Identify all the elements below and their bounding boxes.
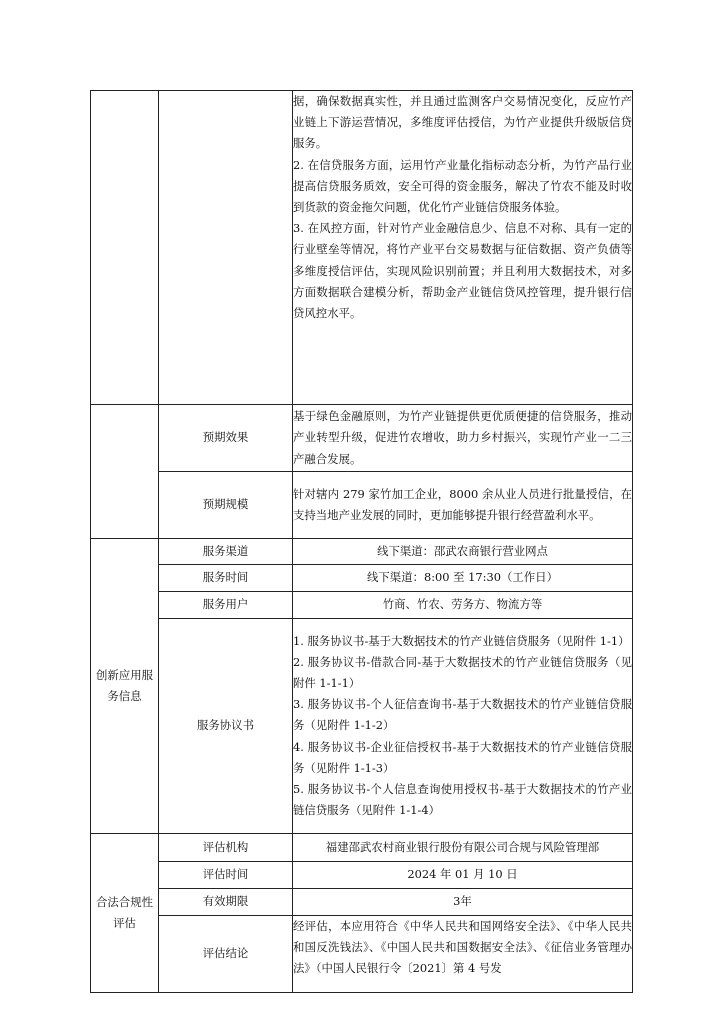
service-users-value: 竹商、竹农、劳务方、物流方等 xyxy=(293,592,633,619)
service-time-label: 服务时间 xyxy=(159,565,293,592)
agreement-item: 1. 服务协议书-基于大数据技术的竹产业链信贷服务（见附件 1-1） xyxy=(293,633,630,648)
expected-effect-label: 预期效果 xyxy=(159,405,293,472)
expected-scale-text: 针对辖内 279 家竹加工企业，8000 余从业人员进行批量授信，在支持当地产业发展的同时，更加能够提升银行经营盈利水平。 xyxy=(293,472,633,539)
empty-section-cell xyxy=(91,405,159,539)
conclusion-label: 评估结论 xyxy=(159,916,293,993)
eval-org-label: 评估机构 xyxy=(159,834,293,862)
main-table xyxy=(90,90,633,993)
service-info-section-label: 创新应用服务信息 xyxy=(91,539,159,834)
row-eval-date xyxy=(91,862,633,889)
row-expected-scale xyxy=(91,472,633,539)
paragraph-3: 3. 在风控方面，针对竹产业金融信息少、信息不对称、具有一定的行业壁垒等情况，将竹产业平台交易数据与征信数据、资产负债等多维度授信评估，实现风险识别前置；并且利用大数据技术，对多方面数据联合建模分析，帮助金产业链信贷风控管理，提升银行信贷风控水平。 xyxy=(293,221,632,321)
row-eval-org xyxy=(91,834,633,862)
validity-value: 3年 xyxy=(293,889,633,916)
eval-org-value: 福建邵武农村商业银行股份有限公司合规与风险管理部 xyxy=(293,834,633,862)
empty-section-cell xyxy=(91,91,159,405)
service-users-label: 服务用户 xyxy=(159,592,293,619)
conclusion-text: 经评估，本应用符合《中华人民共和国网络安全法》、《中华人民共和国反洗钱法》、《中国人民共和国数据安全法》、《征信业务管理办法》（中国人民银行令〔2021〕第 4 号发 xyxy=(293,916,633,993)
row-service-time xyxy=(91,565,633,592)
service-agreement-list xyxy=(293,619,633,834)
paragraph-1: 据，确保数据真实性，并且通过监测客户交易情况变化，反应竹产业链上下游运营情况，多维度评估授信，为竹产业提供升级版信贷服务。 xyxy=(293,94,632,151)
row-validity xyxy=(91,889,633,916)
row-service-users xyxy=(91,592,633,619)
service-time-value: 线下渠道：8:00 至 17:30（工作日） xyxy=(293,565,633,592)
eval-date-label: 评估时间 xyxy=(159,862,293,889)
service-channel-value: 线下渠道：邵武农商银行营业网点 xyxy=(293,539,633,565)
agreement-item: 2. 服务协议书-借款合同-基于大数据技术的竹产业链信贷服务（见附件 1-1-1） xyxy=(293,654,632,690)
row-implementation-details xyxy=(91,91,633,405)
row-service-agreement xyxy=(91,619,633,834)
eval-date-value: 2024 年 01 月 10 日 xyxy=(293,862,633,889)
implementation-text-cell xyxy=(293,91,633,405)
service-agreement-label: 服务协议书 xyxy=(159,619,293,834)
validity-label: 有效期限 xyxy=(159,889,293,916)
service-channel-label: 服务渠道 xyxy=(159,539,293,565)
agreement-item: 5. 服务协议书-个人信息查询使用授权书-基于大数据技术的竹产业链信贷服务（见附件 1-1-4） xyxy=(293,782,632,818)
agreement-item: 4. 服务协议书-企业征信授权书-基于大数据技术的竹产业链信贷服务（见附件 1-1-3） xyxy=(293,739,632,775)
empty-label-cell xyxy=(159,91,293,405)
row-expected-effect xyxy=(91,405,633,472)
expected-effect-text: 基于绿色金融原则，为竹产业链提供更优质便捷的信贷服务，推动产业转型升级，促进竹农增收，助力乡村振兴，实现竹产业一二三产融合发展。 xyxy=(293,405,633,472)
paragraph-2: 2. 在信贷服务方面，运用竹产业量化指标动态分析，为竹产品行业提高信贷服务质效，安全可得的资金服务，解决了竹农不能及时收到货款的资金拖欠问题，优化竹产业链信贷服务体验。 xyxy=(293,157,632,215)
compliance-section-label: 合法合规性评估 xyxy=(91,834,159,993)
agreement-item: 3. 服务协议书-个人征信查询书-基于大数据技术的竹产业链信贷服务（见附件 1-1-2） xyxy=(293,697,632,733)
expected-scale-label: 预期规模 xyxy=(159,472,293,539)
row-service-channel xyxy=(91,539,633,565)
row-conclusion xyxy=(91,916,633,993)
